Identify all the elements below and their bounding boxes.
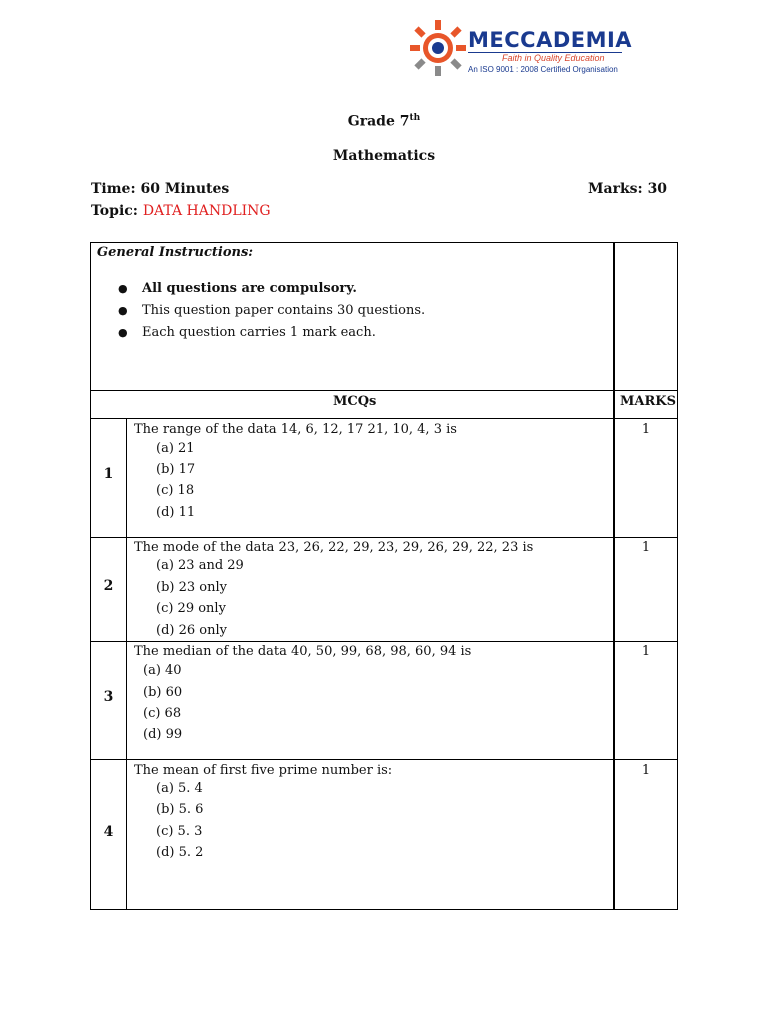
grade-title xyxy=(0,113,768,130)
gear-logo-icon xyxy=(408,18,468,78)
question-option: (c) 18 xyxy=(156,483,195,498)
time-label: Time: 60 Minutes xyxy=(91,181,230,197)
question-option: (b) 17 xyxy=(156,462,196,477)
question-marks: 1 xyxy=(641,422,651,437)
table-row-line xyxy=(90,390,678,391)
logo-tagline: Faith in Quality Education xyxy=(502,53,605,63)
topic-value: DATA HANDLING xyxy=(142,203,271,219)
question-option: (a) 21 xyxy=(156,441,195,456)
question-option: (d) 26 only xyxy=(156,623,227,638)
instructions-title: General Instructions: xyxy=(97,245,254,260)
grade-suffix: th xyxy=(409,113,421,123)
grade-text: Grade 7 xyxy=(347,113,410,130)
question-option: (c) 29 only xyxy=(156,601,226,616)
question-text: The median of the data 40, 50, 99, 68, 98, 60, 94 is xyxy=(134,644,472,659)
mcqs-header: MCQs xyxy=(333,394,377,409)
question-text: The mean of first five prime number is: xyxy=(134,763,393,778)
question-marks: 1 xyxy=(641,763,651,778)
instruction-item: ● Each question carries 1 mark each. xyxy=(118,324,425,346)
question-number: 4 xyxy=(103,824,114,840)
topic-line xyxy=(91,203,271,219)
logo-wordmark: MECCADEMIA xyxy=(468,28,633,52)
question-option: (d) 11 xyxy=(156,505,196,520)
meccademia-logo xyxy=(404,12,640,82)
instruction-item: ● This question paper contains 30 questions. xyxy=(118,302,425,324)
question-marks: 1 xyxy=(641,540,651,555)
question-option: (d) 99 xyxy=(143,727,183,742)
question-text: The mode of the data 23, 26, 22, 29, 23, 29, 26, 29, 22, 23 is xyxy=(134,540,534,555)
instruction-item: ● All questions are compulsory. xyxy=(118,280,425,302)
question-marks: 1 xyxy=(641,644,651,659)
question-text: The range of the data 14, 6, 12, 17 21, 10, 4, 3 is xyxy=(134,422,457,437)
question-option: (b) 60 xyxy=(143,685,183,700)
instructions-list xyxy=(118,280,425,346)
question-number: 2 xyxy=(103,578,114,594)
question-option: (b) 5. 6 xyxy=(156,802,204,817)
total-marks-label: Marks: 30 xyxy=(588,181,668,197)
question-option: (a) 5. 4 xyxy=(156,781,203,796)
subject-title: Mathematics xyxy=(332,148,436,164)
marks-header: MARKS xyxy=(620,394,676,409)
question-option: (a) 40 xyxy=(143,663,182,678)
question-option: (c) 68 xyxy=(143,706,182,721)
question-option: (c) 5. 3 xyxy=(156,824,203,839)
table-row-line xyxy=(90,759,678,760)
question-option: (b) 23 only xyxy=(156,580,227,595)
question-option: (d) 5. 2 xyxy=(156,845,204,860)
question-number: 1 xyxy=(103,466,114,482)
logo-certification: An ISO 9001 : 2008 Certified Organisation xyxy=(468,65,618,74)
table-divider-marks xyxy=(613,242,615,910)
table-row-line xyxy=(90,537,678,538)
question-option: (a) 23 and 29 xyxy=(156,558,244,573)
question-number: 3 xyxy=(103,689,114,705)
table-row-line xyxy=(90,418,678,419)
table-row-line xyxy=(90,641,678,642)
topic-label: Topic: xyxy=(91,203,143,219)
